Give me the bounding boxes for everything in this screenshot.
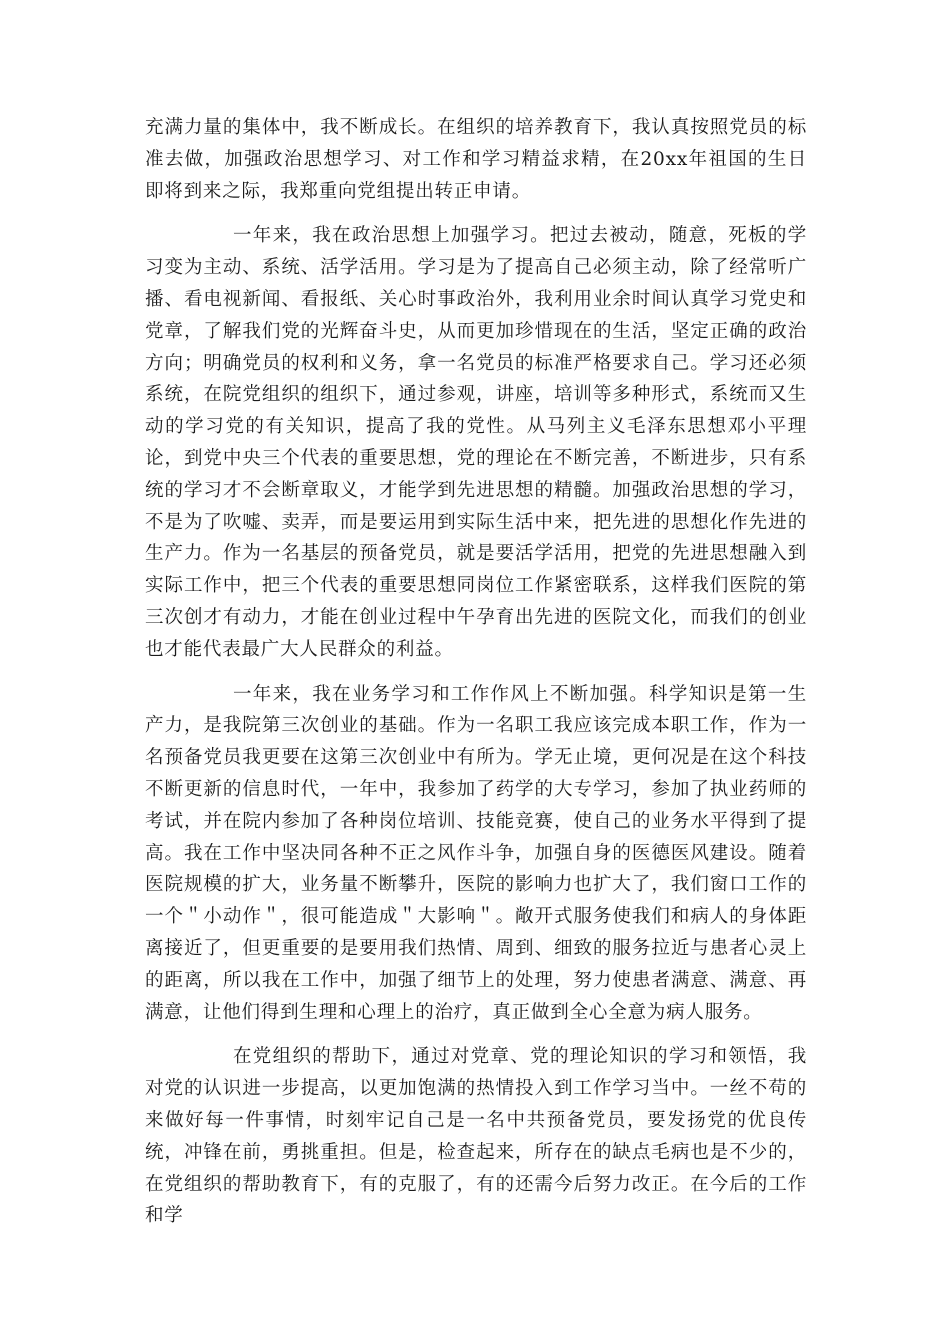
paragraph-4: 在党组织的帮助下，通过对党章、党的理论知识的学习和领悟，我对党的认识进一步提高，以更加饱满的热情投入到工作学习当中。一丝不苟的来做好每一件事情，时刻牢记自己是一名中共预备党员，要发扬党的优良传统，冲锋在前，勇挑重担。但是，检查起来，所存在的缺点毛病也是不少的，在党组织的帮助教育下，有的克服了，有的还需今后努力改正。在今后的工作和学 — [145, 1046, 807, 1227]
paragraph-3: 一年来，我在业务学习和工作作风上不断加强。科学知识是第一生产力，是我院第三次创业的基础。作为一名职工我应该完成本职工作，作为一名预备党员我更要在这第三次创业中有所为。学无止境，更何况是在这个科技不断更新的信息时代，一年中，我参加了药学的大专学习，参加了执业药师的考试，并在院内参加了各种岗位培训、技能竞赛，使自己的业务水平得到了提高。我在工作中坚决同各种不正之风作斗争，加强自身的医德医风建设。随着医院规模的扩大，业务量不断攀升，医院的影响力也扩大了，我们窗口工作的一个＂小动作＂，很可能造成＂大影响＂。敞开式服务使我们和病人的身体距离接近了，但更重要的是要用我们热情、周到、细致的服务拉近与患者心灵上的距离，所以我在工作中，加强了细节上的处理，努力使患者满意、满意、再满意，让他们得到生理和心理上的治疗，真正做到全心全意为病人服务。 — [145, 683, 807, 1023]
document-body — [145, 112, 807, 1245]
paragraph-1: 充满力量的集体中，我不断成长。在组织的培养教育下，我认真按照党员的标准去做，加强政治思想学习、对工作和学习精益求精，在20xx年祖国的生日即将到来之际，我郑重向党组提出转正申请。 — [145, 117, 807, 202]
paragraph-2: 一年来，我在政治思想上加强学习。把过去被动，随意，死板的学习变为主动、系统、活学活用。学习是为了提高自己必须主动，除了经常听广播、看电视新闻、看报纸、关心时事政治外，我利用业余时间认真学习党史和党章，了解我们党的光辉奋斗史，从而更加珍惜现在的生活，坚定正确的政治方向；明确党员的权利和义务，拿一名党员的标准严格要求自己。学习还必须系统，在院党组织的组织下，通过参观，讲座，培训等多种形式，系统而又生动的学习党的有关知识，提高了我的党性。从马列主义毛泽东思想邓小平理论，到党中央三个代表的重要思想，党的理论在不断完善，不断进步，只有系统的学习才不会断章取义，才能学到先进思想的精髓。加强政治思想的学习，不是为了吹嘘、卖弄，而是要运用到实际生活中来，把先进的思想化作先进的生产力。作为一名基层的预备党员，就是要活学活用，把党的先进思想融入到实际工作中，把三个代表的重要思想同岗位工作紧密联系，这样我们医院的第三次创才有动力，才能在创业过程中午孕育出先进的医院文化，而我们的创业也才能代表最广大人民群众的利益。 — [145, 225, 807, 660]
